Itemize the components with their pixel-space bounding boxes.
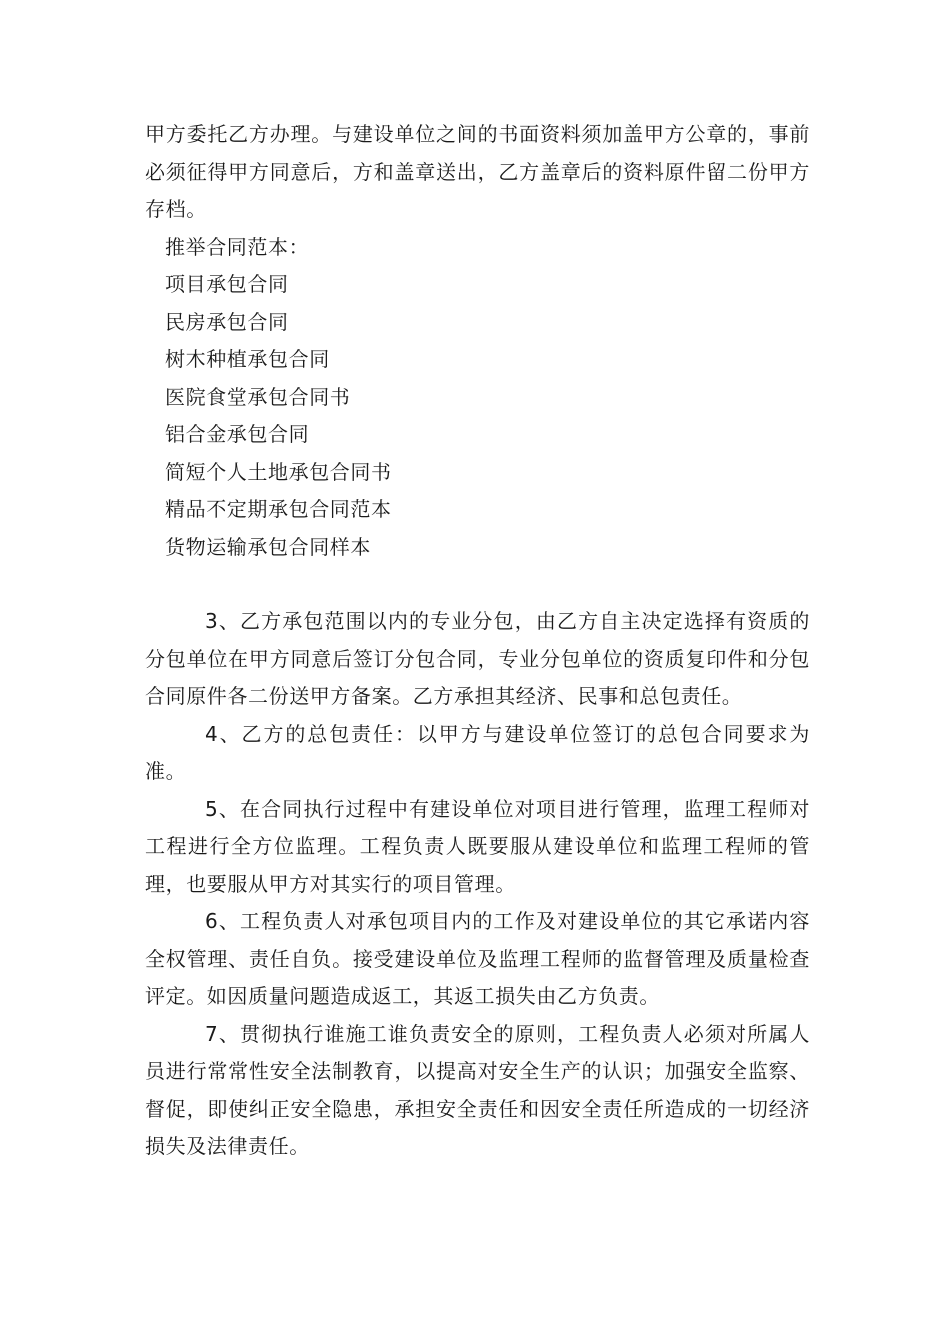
recommend-item[interactable]: 铝合金承包合同: [165, 422, 310, 446]
clause-3: 3、乙方承包范围以内的专业分包，由乙方自主决定选择有资质的分包单位在甲方同意后签订分包合同，专业分包单位的资质复印件和分包合同原件各二份送甲方备案。乙方承担其经济、民事和总包责任。: [145, 609, 810, 708]
recommend-item[interactable]: 医院食堂承包合同书: [165, 384, 351, 409]
intro-paragraph: 甲方委托乙方办理。与建设单位之间的书面资料须加盖甲方公章的，事前必须征得甲方同意后，方和盖章送出，乙方盖章后的资料原件留二份甲方存档。: [145, 122, 810, 221]
recommend-item[interactable]: 货物运输承包合同样本: [165, 534, 371, 559]
recommend-item[interactable]: 精品不定期承包合同范本: [165, 497, 392, 521]
document-body: [145, 116, 810, 1166]
recommend-item[interactable]: 简短个人土地承包合同书: [165, 459, 392, 484]
clause-5: 5、在合同执行过程中有建设单位对项目进行管理，监理工程师对工程进行全方位监理。工程负责人既要服从建设单位和监理工程师的管理，也要服从甲方对其实行的项目管理。: [145, 796, 810, 896]
clause-6: 6、工程负责人对承包项目内的工作及对建设单位的其它承诺内容全权管理、责任自负。接受建设单位及监理工程师的监督管理及质量检查评定。如因质量问题造成返工，其返工损失由乙方负责。: [145, 909, 810, 1008]
recommend-list: [145, 266, 810, 566]
section-gap: [145, 566, 810, 603]
recommend-item[interactable]: 民房承包合同: [165, 309, 289, 334]
recommend-item[interactable]: 树木种植承包合同: [165, 347, 330, 371]
clause-7: 7、贯彻执行谁施工谁负责安全的原则，工程负责人必须对所属人员进行常常性安全法制教育，以提高对安全生产的认识；加强安全监察、督促，即使纠正安全隐患，承担安全责任和因安全责任所造成的一切经济损失及法律责任。: [145, 1021, 810, 1158]
recommend-heading: 推举合同范本：: [165, 234, 310, 259]
recommend-item[interactable]: 项目承包合同: [165, 272, 289, 296]
clause-4: 4、乙方的总包责任：以甲方与建设单位签订的总包合同要求为准。: [145, 721, 810, 783]
